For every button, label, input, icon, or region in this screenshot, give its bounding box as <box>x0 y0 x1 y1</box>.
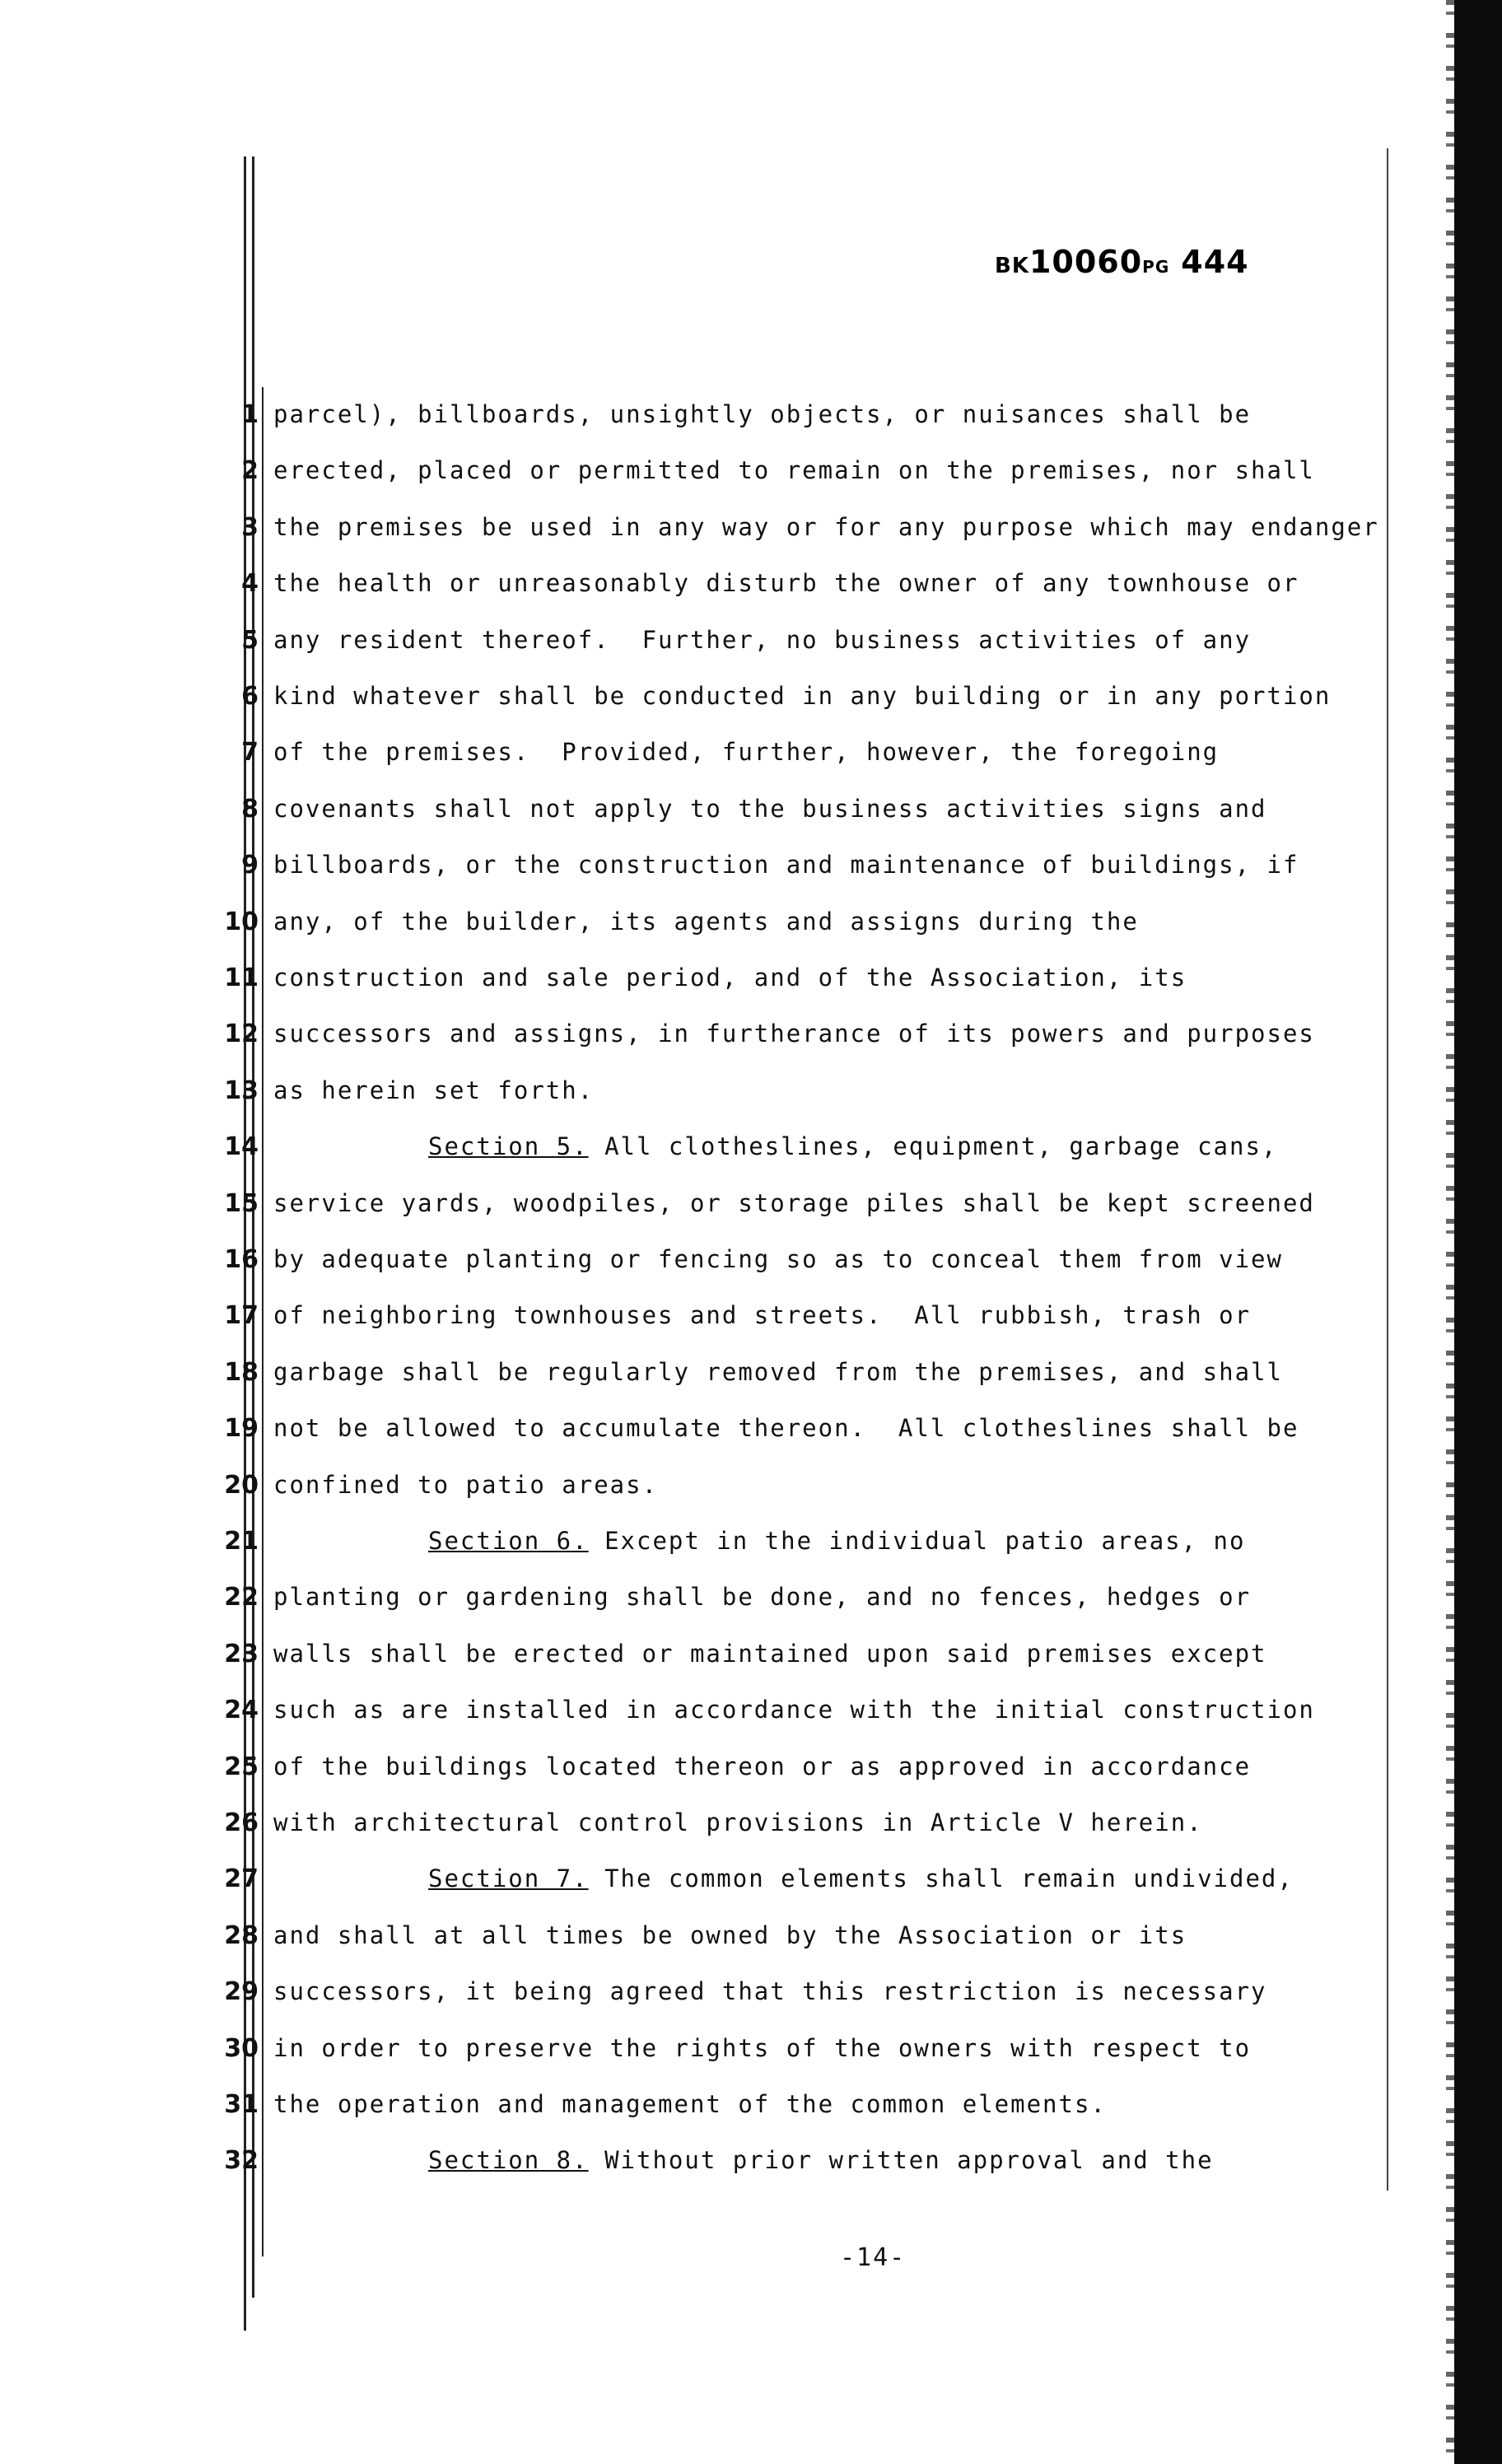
line-body: as herein set forth. <box>273 1076 595 1104</box>
line-number: 32 <box>224 2146 259 2176</box>
line-number: 3 <box>241 512 259 542</box>
document-line <box>0 1910 1400 1966</box>
document-line <box>0 839 1400 895</box>
line-text <box>273 851 1299 879</box>
line-text <box>273 1245 1283 1273</box>
line-body: walls shall be erected or maintained upon said premises except <box>273 1639 1267 1668</box>
line-text <box>273 1301 1251 1329</box>
page-number: 444 <box>1181 244 1249 280</box>
line-number: 21 <box>224 1527 259 1556</box>
document-line <box>0 896 1400 952</box>
line-number: 10 <box>224 907 259 936</box>
line-text <box>273 1808 1203 1836</box>
line-text <box>273 1640 1267 1668</box>
line-number: 7 <box>241 738 259 768</box>
scan-edge <box>1454 0 1502 2464</box>
line-body: kind whatever shall be conducted in any building or in any portion <box>273 682 1332 710</box>
line-number: 29 <box>224 1977 259 2007</box>
line-text <box>273 569 1299 597</box>
line-number: 28 <box>224 1920 259 1950</box>
page-footer: -14- <box>840 2243 907 2272</box>
document-line <box>0 2023 1400 2079</box>
line-number: 5 <box>241 625 259 655</box>
line-number: 24 <box>224 1696 259 1725</box>
line-body: by adequate planting or fencing so as to conceal them from view <box>273 1245 1283 1273</box>
line-body: construction and sale period, and of the Association, its <box>273 964 1187 992</box>
document-line <box>0 1797 1400 1853</box>
line-body: in order to preserve the rights of the owners with respect to <box>273 2033 1252 2062</box>
line-body: the health or unreasonably disturb the owner of any townhouse or <box>273 569 1299 598</box>
document-line <box>0 502 1400 558</box>
document-line <box>0 614 1400 670</box>
line-number: 20 <box>224 1470 259 1500</box>
line-body: All clotheslines, equipment, garbage cans, <box>588 1132 1278 1161</box>
line-body: service yards, woodpiles, or storage piles shall be kept screened <box>273 1188 1315 1217</box>
line-body: Without prior written approval and the <box>588 2146 1214 2175</box>
line-text <box>273 513 1379 541</box>
book-number: 10060 <box>1029 244 1143 280</box>
line-body: planting or gardening shall be done, and no fences, hedges or <box>273 1583 1252 1612</box>
line-number: 31 <box>224 2090 259 2119</box>
line-number: 15 <box>224 1188 259 1218</box>
document-line <box>0 952 1400 1008</box>
document-line <box>0 445 1400 501</box>
line-number: 9 <box>241 851 259 880</box>
document-line <box>0 1402 1400 1458</box>
line-text <box>273 682 1331 710</box>
page-prefix: PG <box>1142 257 1170 277</box>
line-number: 11 <box>224 964 259 992</box>
line-number: 27 <box>224 1864 259 1894</box>
line-text <box>273 1020 1315 1048</box>
line-number: 2 <box>241 456 259 486</box>
line-body: of the premises. Provided, further, however, the foregoing <box>273 738 1220 767</box>
line-number: 4 <box>241 569 259 599</box>
line-body: successors and assigns, in furtherance of its powers and purposes <box>273 1020 1315 1048</box>
line-body: not be allowed to accumulate thereon. All clotheslines shall be <box>273 1414 1299 1443</box>
line-number: 8 <box>241 794 259 824</box>
line-body: confined to patio areas. <box>273 1470 659 1499</box>
line-number: 12 <box>224 1020 259 1049</box>
document-line <box>0 1515 1400 1571</box>
line-text <box>273 795 1267 823</box>
line-text <box>428 2146 1214 2174</box>
line-body: covenants shall not apply to the business activities signs and <box>273 794 1267 823</box>
line-number: 19 <box>224 1414 259 1444</box>
document-line <box>0 1684 1400 1740</box>
line-text <box>273 1752 1251 1780</box>
line-text <box>273 626 1251 654</box>
document-line <box>0 2135 1400 2191</box>
line-number: 25 <box>224 1752 259 1781</box>
document-line <box>0 1234 1400 1290</box>
document-line <box>0 1459 1400 1515</box>
document-line <box>0 1008 1400 1064</box>
section-heading: Section 8. <box>428 2146 589 2175</box>
line-number: 22 <box>224 1583 259 1612</box>
document-line <box>0 1178 1400 1234</box>
line-text <box>428 1132 1277 1160</box>
book-page-reference <box>995 244 1249 280</box>
line-number: 16 <box>224 1245 259 1274</box>
document-line <box>0 2079 1400 2135</box>
document-line <box>0 558 1400 614</box>
line-text <box>428 1527 1245 1555</box>
line-text <box>273 1921 1187 1949</box>
line-body: such as are installed in accordance with the initial construction <box>273 1696 1315 1724</box>
document-line <box>0 1065 1400 1121</box>
line-text <box>428 1864 1294 1892</box>
document-line <box>0 1628 1400 1684</box>
document-line <box>0 389 1400 445</box>
line-text <box>273 1977 1267 2005</box>
document-line <box>0 1853 1400 1909</box>
line-number: 6 <box>241 682 259 711</box>
line-body: any, of the builder, its agents and assigns during the <box>273 907 1139 936</box>
line-body: with architectural control provisions in Article V herein. <box>273 1808 1203 1836</box>
line-number: 14 <box>224 1132 259 1162</box>
document-line <box>0 1966 1400 2022</box>
line-body: Except in the individual patio areas, no <box>588 1527 1246 1555</box>
line-number: 26 <box>224 1808 259 1837</box>
section-heading: Section 7. <box>428 1864 589 1893</box>
line-body: The common elements shall remain undivided, <box>588 1864 1294 1893</box>
line-text <box>273 2090 1107 2118</box>
document-line <box>0 1121 1400 1177</box>
line-body: successors, it being agreed that this restriction is necessary <box>273 1977 1267 2006</box>
line-text <box>273 1414 1299 1442</box>
line-body: garbage shall be regularly removed from the premises, and shall <box>273 1357 1283 1386</box>
line-body: parcel), billboards, unsightly objects, or nuisances shall be <box>273 400 1252 428</box>
line-text <box>273 1471 658 1499</box>
line-text <box>273 1696 1315 1724</box>
line-text <box>273 1583 1251 1611</box>
line-number: 17 <box>224 1301 259 1331</box>
line-body: of neighboring townhouses and streets. All rubbish, trash or <box>273 1301 1252 1330</box>
line-body: and shall at all times be owned by the Association or its <box>273 1920 1187 1949</box>
line-body: of the buildings located thereon or as approved in accordance <box>273 1752 1252 1780</box>
line-body: billboards, or the construction and maintenance of buildings, if <box>273 851 1299 880</box>
line-number: 1 <box>241 400 259 429</box>
line-body: erected, placed or permitted to remain on the premises, nor shall <box>273 456 1315 485</box>
document-line <box>0 1290 1400 1346</box>
line-number: 13 <box>224 1076 259 1105</box>
line-text <box>273 2034 1251 2062</box>
document-line <box>0 1346 1400 1402</box>
document-line <box>0 783 1400 839</box>
document-line <box>0 726 1400 782</box>
document-line <box>0 1571 1400 1627</box>
line-text <box>273 456 1315 484</box>
book-prefix: BK <box>995 254 1029 278</box>
line-body: any resident thereof. Further, no business activities of any <box>273 625 1252 654</box>
line-body: the premises be used in any way or for any purpose which may endanger <box>273 512 1379 541</box>
line-text <box>273 400 1251 428</box>
section-heading: Section 6. <box>428 1527 589 1555</box>
line-text <box>273 738 1219 766</box>
line-text <box>273 964 1187 992</box>
line-number: 30 <box>224 2033 259 2063</box>
document-line <box>0 1741 1400 1797</box>
section-heading: Section 5. <box>428 1132 589 1161</box>
document-line <box>0 670 1400 726</box>
line-text <box>273 1358 1283 1386</box>
line-text <box>273 908 1139 936</box>
line-text <box>273 1189 1315 1217</box>
line-number: 18 <box>224 1357 259 1387</box>
line-text <box>273 1076 594 1104</box>
line-number: 23 <box>224 1639 259 1668</box>
line-body: the operation and management of the common elements. <box>273 2090 1107 2118</box>
